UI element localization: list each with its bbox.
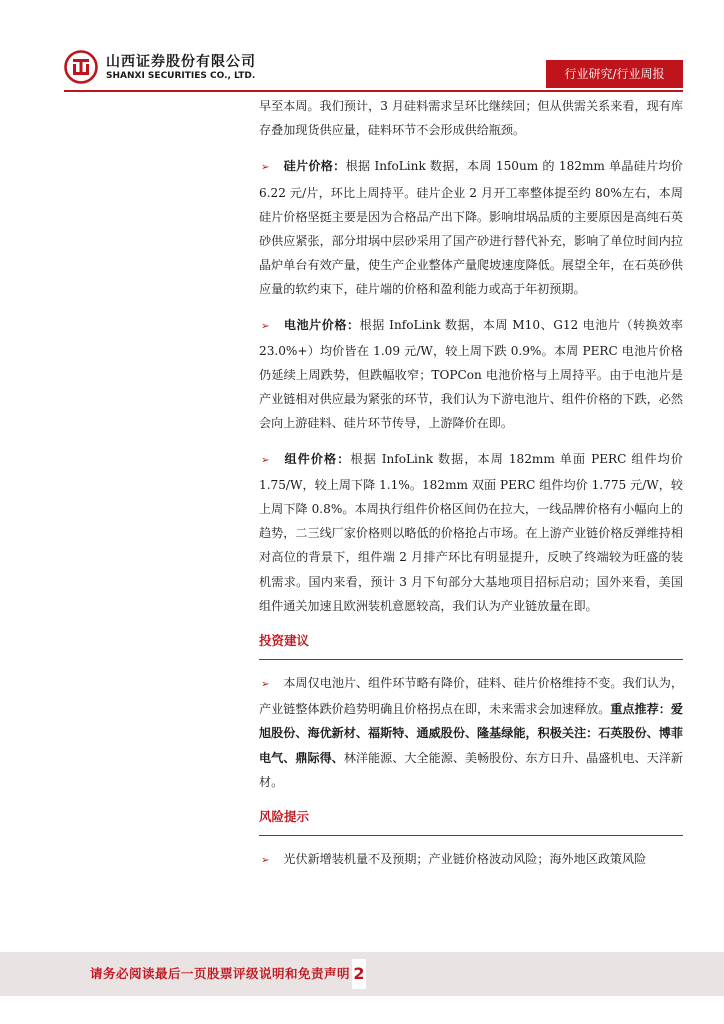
page-header — [0, 0, 724, 96]
company-logo-icon — [64, 50, 98, 84]
wafer-price-title: 硅片价格： — [283, 159, 346, 174]
wafer-price-text: 根据 InfoLink 数据，本周 150um 的 182mm 单晶硅片均价 6.22 元/片，环比上周持平。硅片企业 2 月开工率整体提至约 80%左右，本周硅片价格坚挺主要是因为合格品产出下降。影响坩埚品质的主要原因是高纯石英砂供应紧张，部分坩埚中层砂采用了国产砂进行替代补充，影响了单位时间内拉晶炉单台有效产量，使生产企业整体产量爬坡速度降低。展望全年，在石英砂供应量的软约束下，硅片端的价格和盈利能力或高于年初预期。 — [259, 159, 683, 297]
cell-price-text: 根据 InfoLink 数据，本周 M10、G12 电池片（转换效率 23.0%+）均价皆在 1.09 元/W，较上周下跌 0.9%。本周 PERC 电池片价格仍延续上周跌势，但跌幅收窄；TOPCon 电池价格与上周持平。由于电池片是产业链相对供应最为紧张的环节，我们认为下游电池片、组件价格的下跌，必然会向上游硅料、硅片环节传导，上游降价在即。 — [259, 317, 683, 431]
company-name-cn: 山西证券股份有限公司 — [106, 54, 256, 70]
investment-advice-text: 本周仅电池片、组件环节略有降价，硅料、硅片价格维持不变。我们认为，产业链整体跌价趋势明确且价格拐点在即，未来需求会加速释放。 — [259, 676, 683, 717]
key-recommendations: 重点推荐：爱旭股份、海优新材、福斯特、通威股份、隆基绿能，积极关注：石英股份、博菲电气、鼎际得、 — [259, 702, 683, 765]
bullet-arrow-icon: ➢ — [261, 679, 270, 691]
module-price-paragraph — [259, 447, 683, 618]
bullet-arrow-icon: ➢ — [261, 320, 270, 332]
company-name-en: SHANXI SECURITIES CO., LTD. — [106, 71, 256, 81]
bullet-arrow-icon: ➢ — [261, 855, 270, 867]
bullet-arrow-icon: ➢ — [261, 454, 270, 466]
investment-advice-paragraph — [259, 671, 683, 794]
risk-warning-heading: 风险提示 — [259, 809, 310, 825]
risk-warning-divider — [259, 835, 683, 836]
risk-warning-text: 光伏新增装机量不及预期；产业链价格波动风险；海外地区政策风险 — [283, 852, 647, 867]
module-price-title: 组件价格： — [283, 451, 351, 466]
wafer-price-paragraph — [259, 154, 683, 301]
cell-price-paragraph — [259, 313, 683, 436]
bullet-arrow-icon: ➢ — [261, 162, 270, 174]
page-number: 2 — [352, 959, 366, 989]
page-footer — [0, 952, 724, 996]
report-type-tab: 行业研究/行业周报 — [546, 60, 683, 88]
other-recommendations: 林洋能源、大全能源、美畅股份、东方日升、晶盛机电、天洋新材。 — [259, 750, 683, 789]
investment-advice-heading: 投资建议 — [259, 633, 310, 649]
disclaimer-notice: 请务必阅读最后一页股票评级说明和免责声明 — [89, 966, 350, 981]
cell-price-title: 电池片价格： — [283, 317, 360, 332]
module-price-text: 根据 InfoLink 数据，本周 182mm 单面 PERC 组件均价 1.75/W，较上周下降 1.1%。182mm 双面 PERC 组件均价 1.775 元/W，较上周下降 0.8%。本周执行组件价格区间仍在拉大，一线品牌价格有小幅向上的趋势，二三线厂家价格则以略低的价格抢占市场。在上游产业链价格反弹维持相对高位的背景下，组件端 2 月排产环比有明显提升，反映了终端较为旺盛的装机需求。国内来看，预计 3 月下旬部分大基地项目招标启动；国外来看，美国组件通关加速且欧洲装机意愿较高，我们认为产业链放量在即。 — [259, 451, 683, 613]
risk-warning-paragraph — [259, 847, 683, 873]
continuation-paragraph: 早至本周。我们预计，3 月硅料需求呈环比继续回；但从供需关系来看，现有库存叠加现货供应量，硅料环节不会形成供给瓶颈。 — [259, 99, 683, 138]
investment-advice-divider — [259, 659, 683, 660]
header-divider — [64, 90, 683, 92]
report-body — [259, 94, 683, 884]
